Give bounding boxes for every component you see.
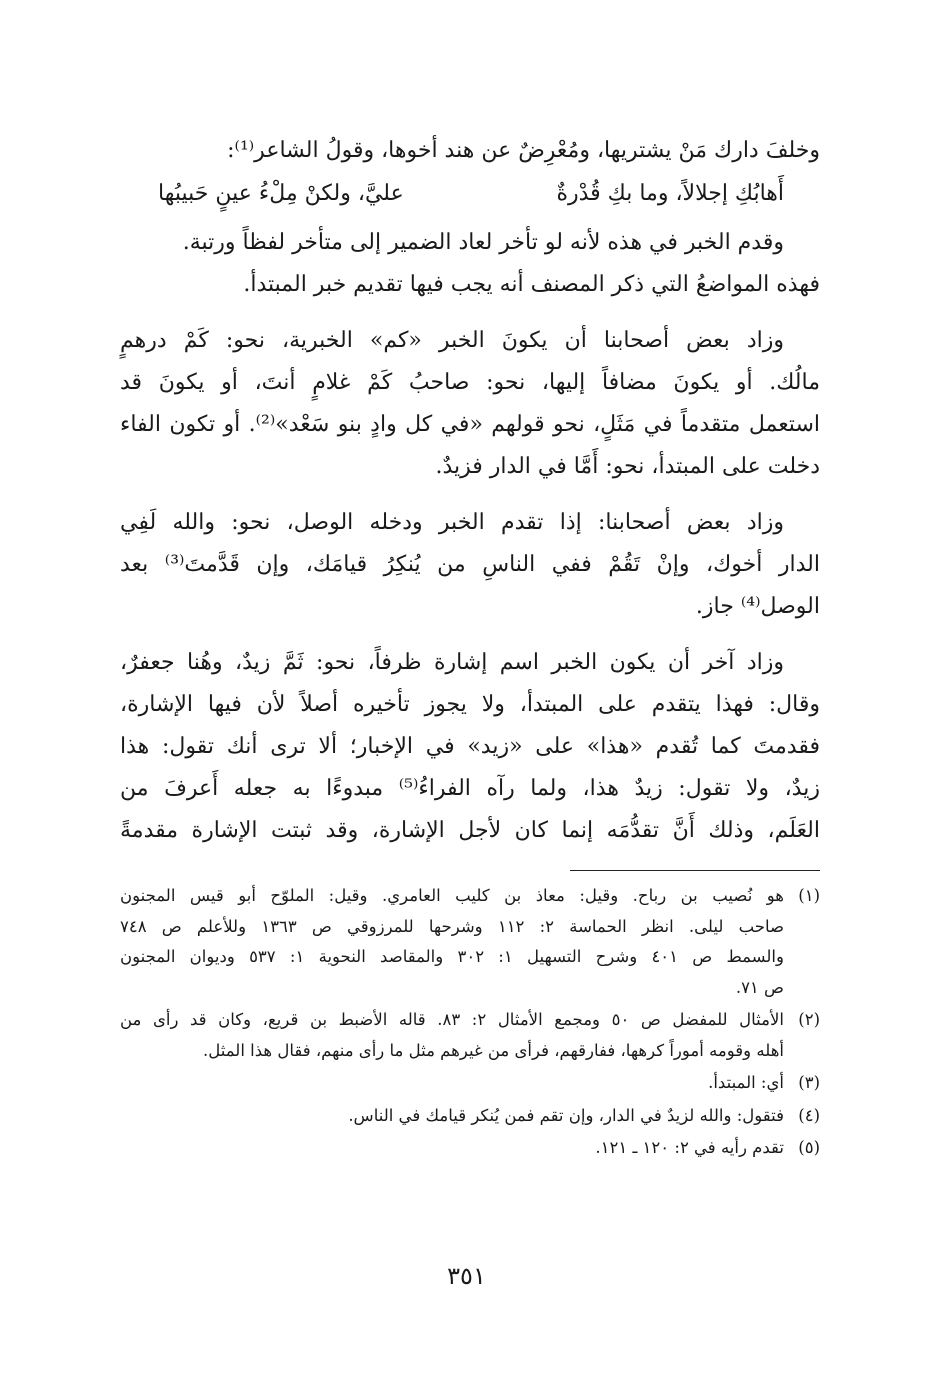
footnote-line: تقدم رأيه في ٢: ١٢٠ ـ ١٢١. (595, 1138, 784, 1157)
text-line: زيدٌ، ولا تقول: زيدٌ هذا، ولما رآه الفراءُ⁽⁵⁾ مبدوءًا به جعله أَعرفَ من (120, 776, 820, 801)
poetry-verse (120, 172, 820, 216)
paragraph-2 (120, 222, 820, 306)
footnote-number: (١) (798, 886, 820, 905)
text-line: الوصل⁽⁴⁾ جاز. (695, 594, 820, 619)
footnote-number: (٤) (798, 1105, 820, 1125)
footnote-number: (٣) (798, 1073, 820, 1092)
text-line: وزاد بعض أصحابنا: إذا تقدم الخبر ودخله الوصل، نحو: والله لَفِي (120, 510, 784, 535)
text-line: وخلفَ دارك مَنْ يشتريها، ومُعْرِضٌ عن هند أخوها، وقولُ الشاعر⁽¹⁾: (227, 138, 820, 163)
footnote-1 (120, 881, 820, 1003)
footnote-line: أهله وقومه أموراً كرهها، ففارقهم، فرأى من غيرهم مثل ما رأى منهم، فقال هذا المثل. (203, 1040, 784, 1060)
text-line: وزاد آخر أن يكون الخبر اسم إشارة ظرفاً، نحو: ثَمَّ زيدٌ، وهُنا جعفرٌ، (120, 650, 784, 675)
footnote-number: (٥) (798, 1138, 820, 1157)
text-line: وقدم الخبر في هذه لأنه لو تأخر لعاد الضمير إلى متأخر لفظاً ورتبة. (182, 230, 784, 255)
paragraph-4 (120, 502, 820, 628)
footnote-line: صاحب ليلى. انظر الحماسة ٢: ١١٢ وشرحها للمرزوقي ص ١٣٦٣ وللأعلم ص ٧٤٨ (120, 916, 785, 936)
footnotes (120, 881, 820, 1164)
footnote-separator (570, 870, 820, 871)
paragraph-5 (120, 642, 820, 852)
text-line: فهذه المواضعُ التي ذكر المصنف أنه يجب فيها تقديم خبر المبتدأ. (243, 272, 820, 297)
footnote-line: والسمط ص ٤٠١ وشرح التسهيل ١: ٣٠٢ والمقاصد النحوية ١: ٥٣٧ وديوان المجنون (120, 947, 784, 966)
verse-first-hemistich: أَهابُكِ إجلالاً، وما بكِ قُدْرةٌ (556, 181, 784, 206)
text-line: وقال: فهذا يتقدم على المبتدأ، ولا يجوز تأخيره أصلاً لأن فيها الإشارة، (120, 692, 820, 717)
text-line: دخلت على المبتدأ، نحو: أَمَّا في الدار فزيدٌ. (435, 454, 820, 479)
text-line: وزاد بعض أصحابنا أن يكونَ الخبر «كم» الخبرية، نحو: كَمْ درهمٍ (120, 328, 784, 353)
footnote-number: (٢) (798, 1010, 820, 1029)
footnote-line: الأمثال للمفضل ص ٥٠ ومجمع الأمثال ٢: ٨٣. قاله الأضبط بن قريع، وكان قد رأى من (120, 1010, 784, 1029)
footnote-line: هو نُصيب بن رباح. وقيل: معاذ بن كليب العامري. وقيل: الملوّح أبو قيس المجنون (120, 886, 784, 905)
paragraph-3 (120, 320, 820, 488)
text-line: مالُك. أو يكونَ مضافاً إليها، نحو: صاحبُ كَمْ غلامٍ أنتَ، أو يكونَ قد (120, 370, 820, 395)
footnote-5 (120, 1133, 820, 1164)
text-line: استعمل متقدماً في مَثَلٍ، نحو قولهم «في كل وادٍ بنو سَعْد»⁽²⁾. أو تكون الفاء (120, 412, 820, 437)
footnote-3 (120, 1068, 820, 1099)
footnote-line: فتقول: والله لزيدٌ في الدار، وإن تقم فمن يُنكر قيامك في الناس. (348, 1105, 784, 1125)
footnote-2 (120, 1005, 820, 1066)
footnote-line: أي: المبتدأ. (708, 1073, 784, 1092)
paragraph-1 (120, 130, 820, 172)
page-number: ٣٥١ (447, 1262, 486, 1290)
text-line: الدار أخوك، وإنْ تَقُمْ ففي الناسِ من يُنكِرُ قيامَك، وإن قَدَّمتَ⁽³⁾ بعد (120, 552, 820, 577)
page-body (120, 130, 820, 1166)
footnote-line: ص ٧١. (735, 977, 784, 997)
text-line: فقدمتَ كما تُقدم «هذا» على «زيد» في الإخبار؛ ألا ترى أنك تقول: هذا (120, 734, 820, 759)
footnote-4 (120, 1101, 820, 1132)
text-line: العَلَم، وذلك أَنَّ تقدُّمَه إنما كان لأجل الإشارة، وقد ثبتت الإشارة مقدمةً (120, 818, 820, 843)
verse-second-hemistich: عليَّ، ولكنْ مِلْءُ عينٍ حَبيبُها (158, 181, 404, 206)
